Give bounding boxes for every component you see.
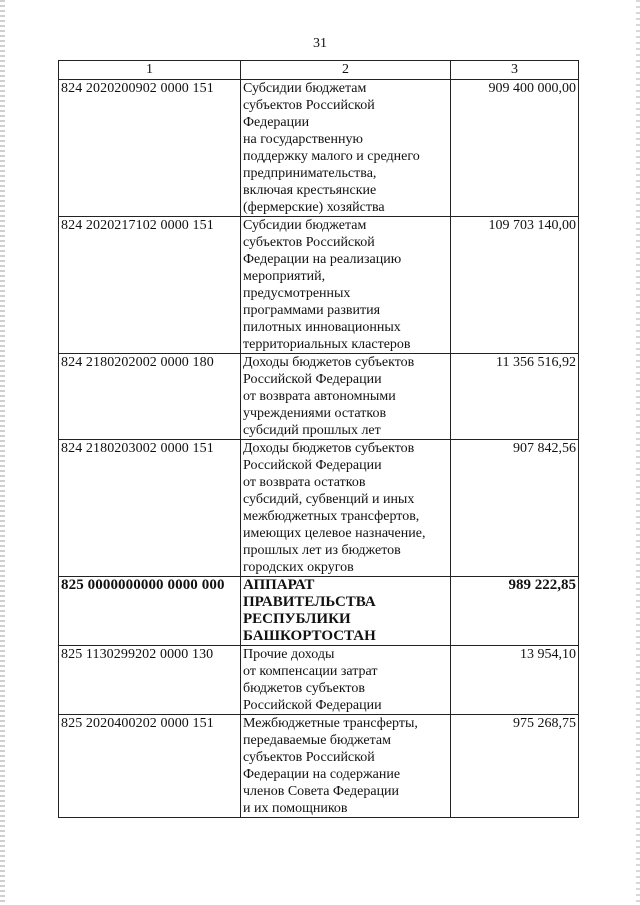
row-amount: 13 954,10 bbox=[451, 646, 579, 715]
table-row bbox=[59, 217, 579, 354]
table-row bbox=[59, 80, 579, 217]
table-header bbox=[59, 61, 579, 80]
row-name: Субсидии бюджетам субъектов Российской Федерации на реализацию мероприятий, предусмотренных программами развития пилотных инновационных территориальных кластеров bbox=[241, 217, 451, 354]
row-name: Субсидии бюджетам субъектов Российской Федерации на государственную поддержку малого и среднего предпринимательства, включая крестьянские (фермерские) хозяйства bbox=[241, 80, 451, 217]
row-name: Межбюджетные трансферты, передаваемые бюджетам субъектов Российской Федерации на содержание членов Совета Федерации и их помощников bbox=[241, 715, 451, 818]
row-amount: 989 222,85 bbox=[451, 577, 579, 646]
header-row bbox=[59, 61, 579, 80]
row-amount: 109 703 140,00 bbox=[451, 217, 579, 354]
row-amount: 975 268,75 bbox=[451, 715, 579, 818]
row-code: 825 0000000000 0000 000 bbox=[59, 577, 241, 646]
table-row bbox=[59, 715, 579, 818]
row-name: АППАРАТ ПРАВИТЕЛЬСТВА РЕСПУБЛИКИ БАШКОРТОСТАН bbox=[241, 577, 451, 646]
table-row bbox=[59, 577, 579, 646]
column-header-name: 2 bbox=[241, 61, 451, 80]
table-row bbox=[59, 440, 579, 577]
row-code: 825 2020400202 0000 151 bbox=[59, 715, 241, 818]
column-header-amount: 3 bbox=[451, 61, 579, 80]
row-name: Доходы бюджетов субъектов Российской Федерации от возврата автономными учреждениями остатков субсидий прошлых лет bbox=[241, 354, 451, 440]
row-name: Прочие доходы от компенсации затрат бюджетов субъектов Российской Федерации bbox=[241, 646, 451, 715]
row-code: 824 2180203002 0000 151 bbox=[59, 440, 241, 577]
table-row bbox=[59, 646, 579, 715]
row-code: 825 1130299202 0000 130 bbox=[59, 646, 241, 715]
budget-revenue-table bbox=[58, 60, 579, 818]
row-amount: 909 400 000,00 bbox=[451, 80, 579, 217]
table-row bbox=[59, 354, 579, 440]
table-body bbox=[59, 80, 579, 818]
row-amount: 907 842,56 bbox=[451, 440, 579, 577]
row-code: 824 2020217102 0000 151 bbox=[59, 217, 241, 354]
page-number: 31 bbox=[313, 36, 327, 51]
row-name: Доходы бюджетов субъектов Российской Федерации от возврата остатков субсидий, субвенций и иных межбюджетных трансфертов, имеющих целевое назначение, прошлых лет из бюджетов городских округов bbox=[241, 440, 451, 577]
scan-left-edge bbox=[0, 0, 5, 905]
column-header-code: 1 bbox=[59, 61, 241, 80]
row-amount: 11 356 516,92 bbox=[451, 354, 579, 440]
scan-right-edge bbox=[636, 0, 640, 905]
row-code: 824 2020200902 0000 151 bbox=[59, 80, 241, 217]
row-code: 824 2180202002 0000 180 bbox=[59, 354, 241, 440]
